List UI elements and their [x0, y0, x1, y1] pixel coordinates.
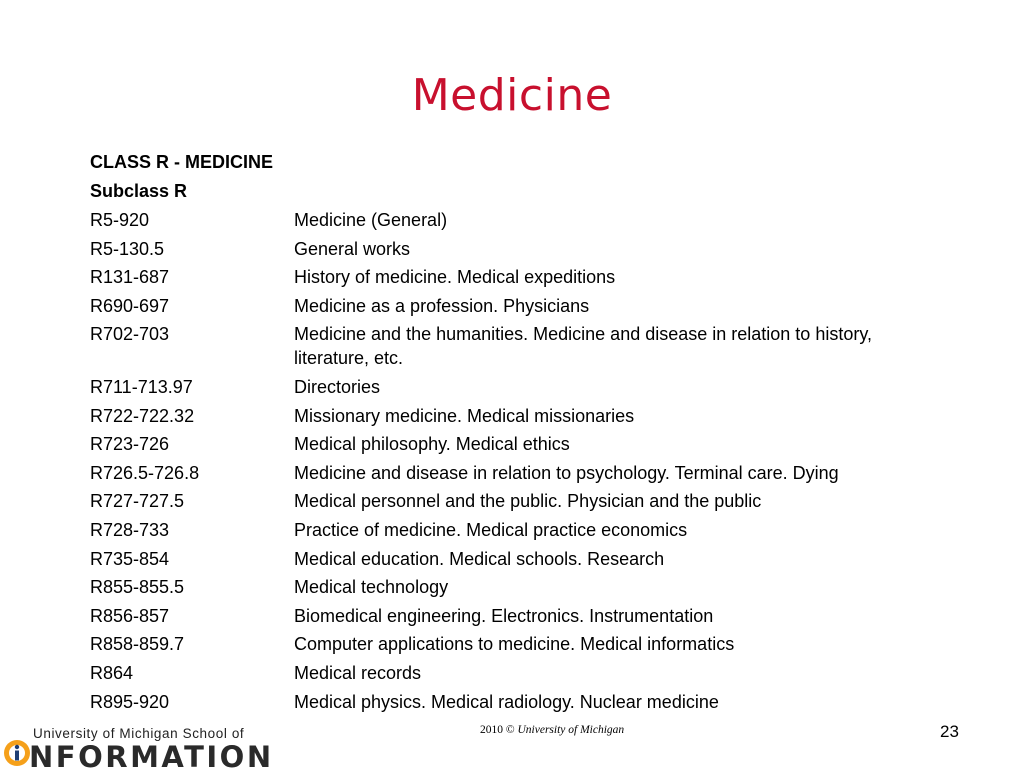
- class-description: Medical philosophy. Medical ethics: [294, 434, 570, 455]
- information-i-icon: [2, 738, 32, 768]
- class-code: R131-687: [90, 267, 170, 288]
- class-code: R702-703: [90, 324, 170, 345]
- class-description: Directories: [294, 376, 381, 397]
- class-description: Medical records: [294, 662, 422, 683]
- class-code: R723-726: [90, 434, 170, 455]
- copyright-notice: [480, 724, 624, 736]
- classification-row: [90, 461, 940, 485]
- class-code: R5-920: [90, 210, 150, 230]
- page-number: 23: [940, 722, 959, 741]
- class-description: Biomedical engineering. Electronics. Instrumentation: [294, 605, 714, 626]
- class-code: R728-733: [90, 519, 170, 540]
- class-description: General works: [294, 238, 411, 259]
- class-description: Medical education. Medical schools. Research: [294, 548, 665, 569]
- class-description: Medicine (General): [294, 210, 448, 230]
- class-description: History of medicine. Medical expeditions: [294, 267, 616, 288]
- classification-row: [90, 690, 940, 714]
- umsi-logo: [0, 726, 280, 774]
- classification-row: [90, 432, 940, 456]
- class-code: R735-854: [90, 548, 170, 569]
- classification-row: [90, 489, 940, 513]
- class-code: R727-727.5: [90, 491, 185, 512]
- copyright-year: 2010: [480, 724, 503, 736]
- class-description: Computer applications to medicine. Medical informatics: [294, 634, 735, 655]
- class-description: Missionary medicine. Medical missionaries: [294, 405, 635, 426]
- class-code: R858-859.7: [90, 634, 185, 655]
- class-heading: CLASS R - MEDICINE: [90, 152, 274, 172]
- class-description: Medical personnel and the public. Physician and the public: [294, 491, 762, 512]
- class-description: Practice of medicine. Medical practice economics: [294, 519, 688, 540]
- classification-row: [90, 322, 940, 370]
- slide-content: [90, 150, 940, 718]
- slide-title: Medicine: [411, 70, 613, 121]
- class-code: R690-697: [90, 295, 170, 316]
- class-code: R864: [90, 662, 134, 683]
- logo-wordmark: NFORMATION: [29, 740, 274, 774]
- class-description: Medicine as a profession. Physicians: [294, 295, 590, 316]
- classification-row: [90, 208, 940, 232]
- class-description: Medical physics. Medical radiology. Nuclear medicine: [294, 691, 719, 712]
- classification-row: [90, 404, 940, 428]
- classification-row: [90, 265, 940, 289]
- class-code: R895-920: [90, 691, 170, 712]
- classification-row: [90, 575, 940, 599]
- classification-row: [90, 518, 940, 542]
- classification-row: [90, 237, 940, 261]
- classification-row: [90, 632, 940, 656]
- class-code: R711-713.97: [90, 376, 193, 397]
- classification-row: [90, 375, 940, 399]
- copyright-university: University of Michigan: [517, 724, 625, 736]
- class-description: Medicine and disease in relation to psychology. Terminal care. Dying: [294, 462, 839, 483]
- classification-row: [90, 547, 940, 571]
- class-code: R855-855.5: [90, 577, 185, 598]
- logo-top-line: University of Michigan School of: [33, 726, 245, 741]
- classification-row: [90, 661, 940, 685]
- class-description: Medical technology: [294, 577, 449, 598]
- classification-row: [90, 604, 940, 628]
- classification-list: [90, 208, 940, 714]
- classification-row: [90, 294, 940, 318]
- copyright-symbol: ©: [505, 724, 515, 736]
- class-code: R856-857: [90, 605, 170, 626]
- class-code: R726.5-726.8: [90, 462, 200, 483]
- class-code: R5-130.5: [90, 238, 165, 259]
- subclass-heading: Subclass R: [90, 181, 188, 201]
- class-description: Medicine and the humanities. Medicine and disease in relation to history, literature, etc.: [294, 324, 872, 369]
- class-code: R722-722.32: [90, 405, 195, 426]
